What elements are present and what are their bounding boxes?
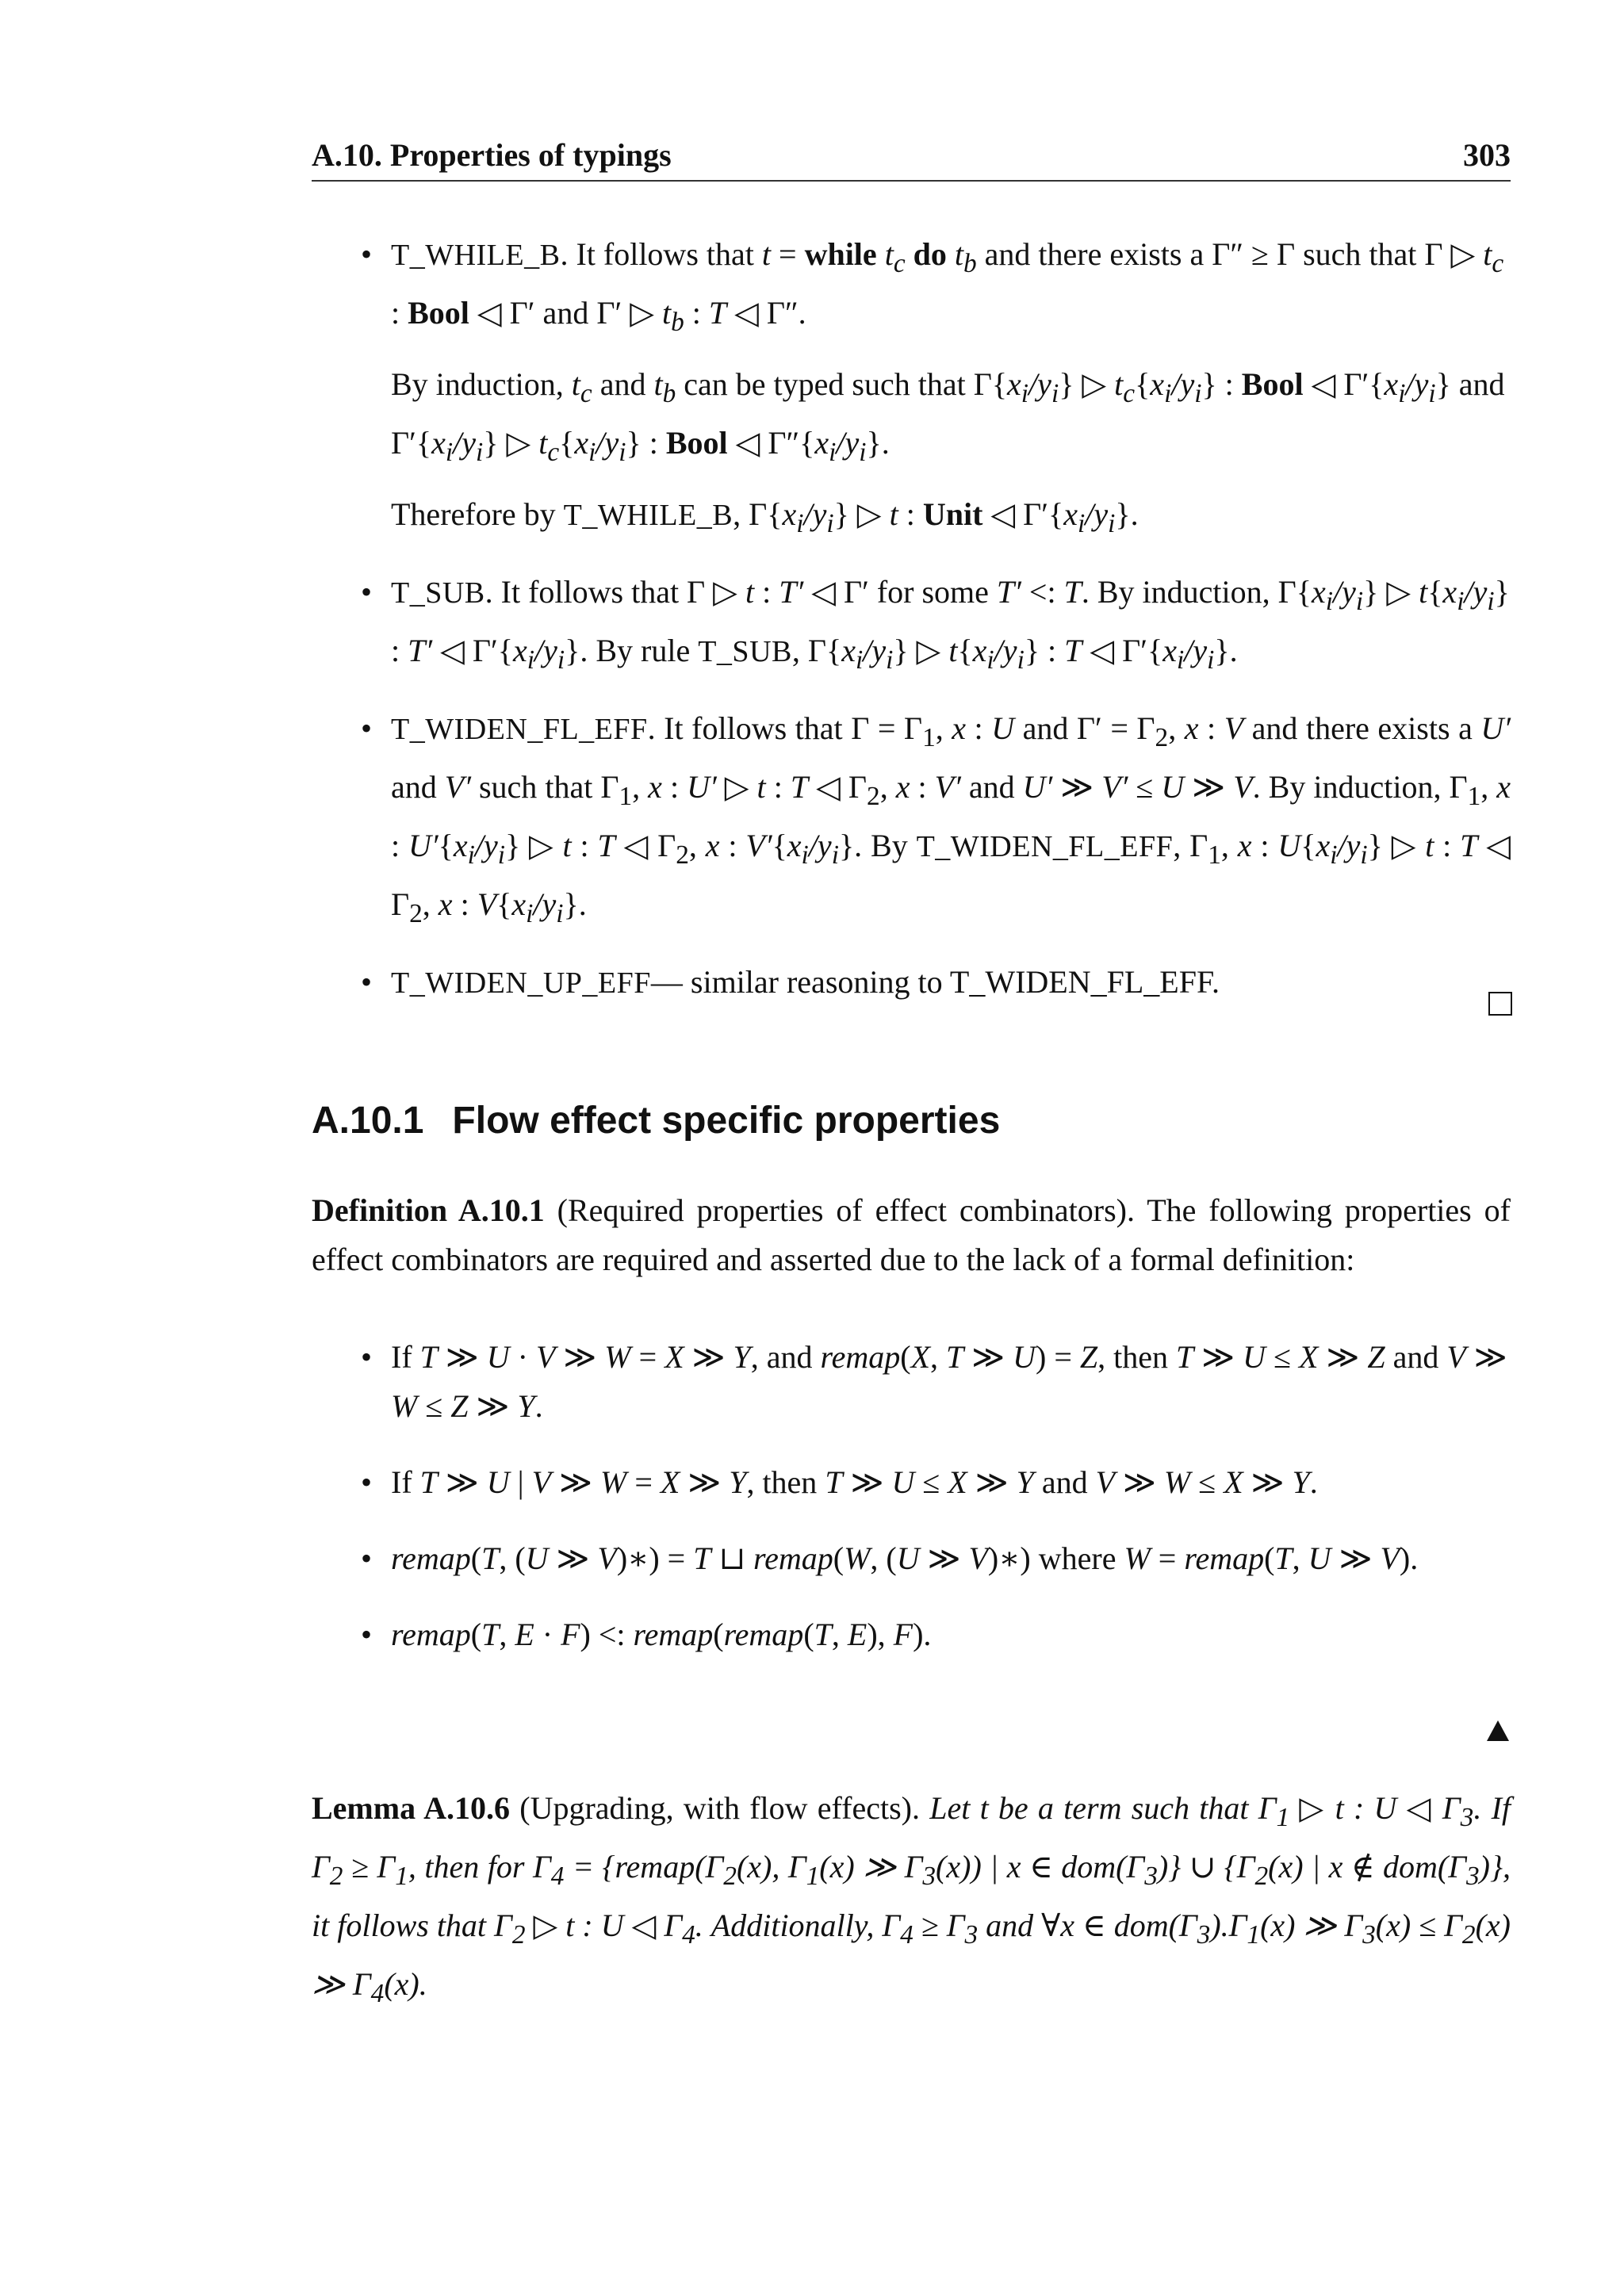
proof-case-t-widen-up-eff	[312, 958, 1511, 1008]
bullet-icon: •	[361, 710, 373, 746]
bullet-icon: •	[361, 574, 373, 610]
bullet-icon: •	[361, 1339, 373, 1375]
rule-name: T_WIDEN_FL_EFF	[391, 713, 648, 746]
definition-item	[312, 1610, 1511, 1659]
proof-case-text: Therefore by T_WHILE_B, $\Gamma\{x_i/y_i\}$ ▷ t : Unit ◁ $\Gamma'\{x_i/y_i\}$.	[391, 496, 1139, 538]
definition-item	[312, 1534, 1511, 1583]
bullet-icon: •	[361, 1617, 373, 1652]
rule-name: T_WIDEN_UP_EFF	[391, 966, 651, 1000]
proof-case-t-widen-fl-eff	[312, 704, 1511, 939]
definition-item-text: If T ≫ U | V ≫ W = X ≫ Y, then T ≫ U ≤ X ≫ Y and V ≫ W ≤ X ≫ Y.	[391, 1464, 1318, 1500]
qed-box-icon	[1488, 992, 1512, 1016]
definition-end-icon	[1487, 1720, 1509, 1741]
definition-item-text: If T ≫ U · V ≫ W = X ≫ Y, and remap(X, T ≫ U) = Z, then T ≫ U ≤ X ≫ Z and V ≫ W ≤ Z ≫ Y.	[391, 1339, 1507, 1424]
definition-name: (Required properties of effect combinators).	[557, 1192, 1135, 1228]
definition-item	[312, 1333, 1511, 1431]
definition-item-text: remap(T, E · F) <: remap(remap(T, E), F).	[391, 1617, 932, 1652]
rule-name: T_SUB	[391, 576, 485, 610]
definition-item	[312, 1458, 1511, 1507]
section-heading	[312, 1099, 1000, 1142]
definition-text: The following properties of effect combinators are required and asserted due to the lack of a formal definition:	[312, 1192, 1511, 1277]
definition-label: Definition A.10.1	[312, 1192, 545, 1228]
bullet-icon: •	[361, 236, 373, 272]
running-header	[312, 136, 1511, 182]
proof-case-text: T_WIDEN_FL_EFF. It follows that $\Gamma = \Gamma_1$, x : U and $\Gamma' = \Gamma_2$, x : V and there exists a U′ and V′ such that $\Gamma_1$, x : U′ ▷ t : T ◁ $\Gamma_2$, x : V′ and U′ ≫ V′ ≤ U ≫ V. By induction, $\Gamma_1$, x : $U'\{x_i/y_i\}$ ▷ t : T ◁ $\Gamma_2$, x : $V'\{x_i/y_i\}$. By T_WIDEN_FL_EFF, $\Gamma_1$, x : $U\{x_i/y_i\}$ ▷ t : T ◁ $\Gamma_2$, x : $V\{x_i/y_i\}$.	[391, 710, 1511, 928]
section-running-title: A.10. Properties of typings	[312, 137, 672, 173]
lemma-name: (Upgrading, with flow effects).	[519, 1790, 920, 1826]
definition-statement	[312, 1186, 1511, 1284]
lemma-label: Lemma A.10.6	[312, 1790, 510, 1826]
bullet-icon: •	[361, 964, 373, 1000]
proof-case-t-sub	[312, 568, 1511, 685]
proof-case-text: T_WHILE_B. It follows that t = while $t_c$ do $t_b$ and there exists a Γ″ ≥ Γ such that Γ ▷ $t_c$ : Bool ◁ Γ′ and Γ′ ▷ $t_b$ : T ◁ Γ″.	[391, 236, 1504, 337]
proof-case-t-while-b	[312, 230, 1511, 549]
lemma-text: Let t be a term such that $\Gamma_1$ ▷ t : U ◁ $\Gamma_3$. If $\Gamma_2 \ge \Gamma_1$, then for $\Gamma_4$ = {$remap(\Gamma_2(x)$, $\Gamma_1(x)$ ≫ $\Gamma_3(x)$) | x ∈ $dom(\Gamma_3)$} ∪ {$\Gamma_2(x)$ | x ∉ $dom(\Gamma_3)$}, it follows that $\Gamma_2$ ▷ t : U ◁ $\Gamma_4$. Additionally, $\Gamma_4 \ge \Gamma_3$ and ∀x ∈ $dom(\Gamma_3).\Gamma_1(x)$ ≫ $\Gamma_3(x) \le \Gamma_2(x)$ ≫ $\Gamma_4(x)$.	[312, 1790, 1511, 2008]
proof-case-text: T_WIDEN_UP_EFF— similar reasoning to T_WIDEN_FL_EFF.	[391, 964, 1220, 1000]
page-number: 303	[1463, 137, 1511, 173]
definition-item-text: remap(T, (U ≫ V)∗) = T ⊔ remap(W, (U ≫ V)∗) where W = remap(T, U ≫ V).	[391, 1540, 1419, 1576]
bullet-icon: •	[361, 1540, 373, 1576]
bullet-icon: •	[361, 1464, 373, 1500]
proof-case-list	[312, 230, 1511, 1008]
lemma-statement	[312, 1784, 1511, 2019]
definition-item-list	[312, 1333, 1511, 1659]
section-number: A.10.1	[312, 1100, 424, 1142]
proof-case-text: By induction, $t_c$ and $t_b$ can be typed such that $\Gamma\{x_i/y_i\}$ ▷ $t_c\{x_i/y_i\}$ : Bool ◁ $\Gamma'\{x_i/y_i\}$ and $\Gamma'\{x_i/y_i\}$ ▷ $t_c\{x_i/y_i\}$ : Bool ◁ $\Gamma''\{x_i/y_i\}$.	[391, 366, 1505, 467]
proof-case-text: T_SUB. It follows that Γ ▷ t : T′ ◁ Γ′ for some T′ <: T. By induction, $\Gamma\{x_i/y_i\}$ ▷ $t\{x_i/y_i\}$ : T′ ◁ $\Gamma'\{x_i/y_i\}$. By rule T_SUB, $\Gamma\{x_i/y_i\}$ ▷ $t\{x_i/y_i\}$ : T ◁ $\Gamma'\{x_i/y_i\}$.	[391, 574, 1510, 675]
rule-name: T_WHILE_B	[391, 239, 561, 272]
section-title: Flow effect specific properties	[452, 1100, 1001, 1142]
